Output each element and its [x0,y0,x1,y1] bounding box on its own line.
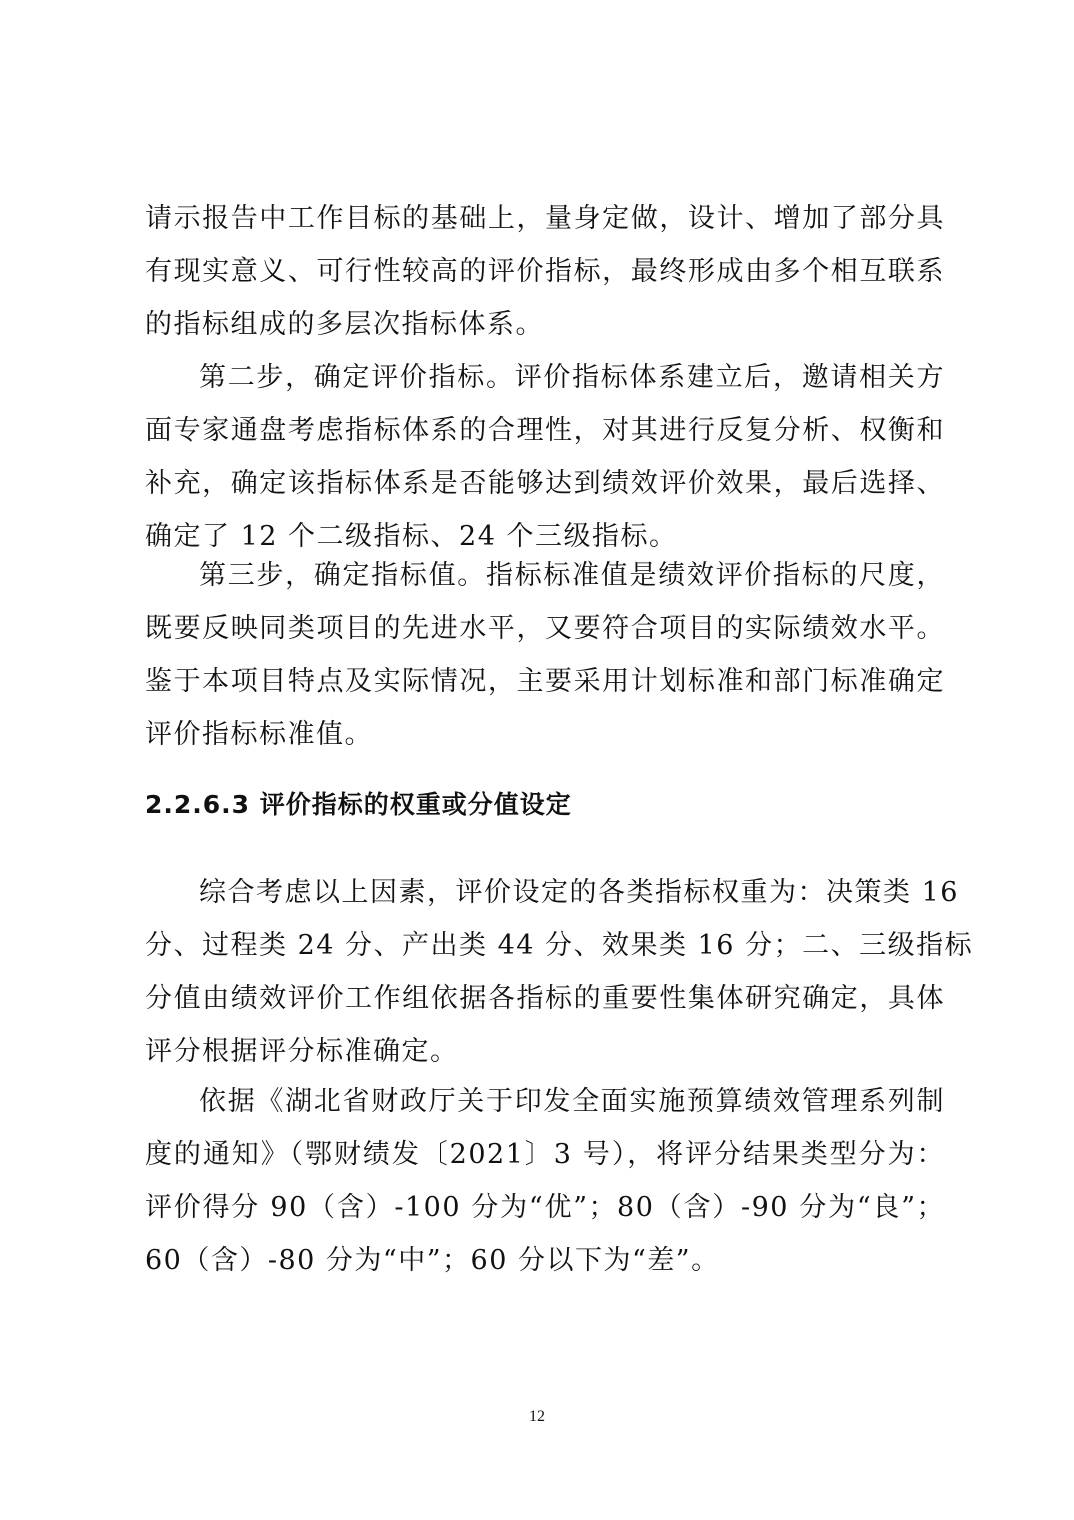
paragraph-scoring-basis [145,1075,945,1287]
section-heading: 2.2.6.3 评价指标的权重或分值设定 [145,790,572,819]
page-number: 12 [529,1408,545,1425]
text-line: 补充，确定该指标体系是否能够达到绩效评价效果，最后选择、 [145,468,945,499]
text-line: 的指标组成的多层次指标体系。 [145,309,544,340]
text-line: 鉴于本项目特点及实际情况，主要采用计划标准和部门标准确定 [145,666,945,697]
paragraph-weights [145,866,974,1078]
text-line: 综合考虑以上因素，评价设定的各类指标权重为：决策类 16 [199,877,959,908]
text-line: 分、过程类 24 分、产出类 44 分、效果类 16 分；二、三级指标 [145,930,974,961]
text-line: 分值由绩效评价工作组依据各指标的重要性集体研究确定，具体 [145,983,945,1014]
text-line: 度的通知》（鄂财绩发〔2021〕3 号），将评分结果类型分为： [145,1139,945,1170]
paragraph-step-three [145,549,945,761]
text-line: 依据《湖北省财政厅关于印发全面实施预算绩效管理系列制 [199,1086,945,1117]
text-line: 既要反映同类项目的先进水平，又要符合项目的实际绩效水平。 [145,613,945,644]
paragraph-step-two [145,351,945,563]
text-line: 确定了 12 个二级指标、24 个三级指标。 [145,521,678,552]
text-line: 60（含）-80 分为“中”；60 分以下为“差”。 [145,1245,720,1276]
text-line: 评价指标标准值。 [145,719,373,750]
text-line: 评价得分 90（含）-100 分为“优”；80（含）-90 分为“良”； [145,1192,945,1223]
text-line: 有现实意义、可行性较高的评价指标，最终形成由多个相互联系 [145,256,945,287]
text-line: 评分根据评分标准确定。 [145,1036,459,1067]
paragraph-continuation [145,192,945,351]
text-line: 第三步，确定指标值。指标标准值是绩效评价指标的尺度， [199,560,945,591]
text-line: 面专家通盘考虑指标体系的合理性，对其进行反复分析、权衡和 [145,415,945,446]
text-line: 第二步，确定评价指标。评价指标体系建立后，邀请相关方 [199,362,945,393]
text-line: 请示报告中工作目标的基础上，量身定做，设计、增加了部分具 [145,203,945,234]
